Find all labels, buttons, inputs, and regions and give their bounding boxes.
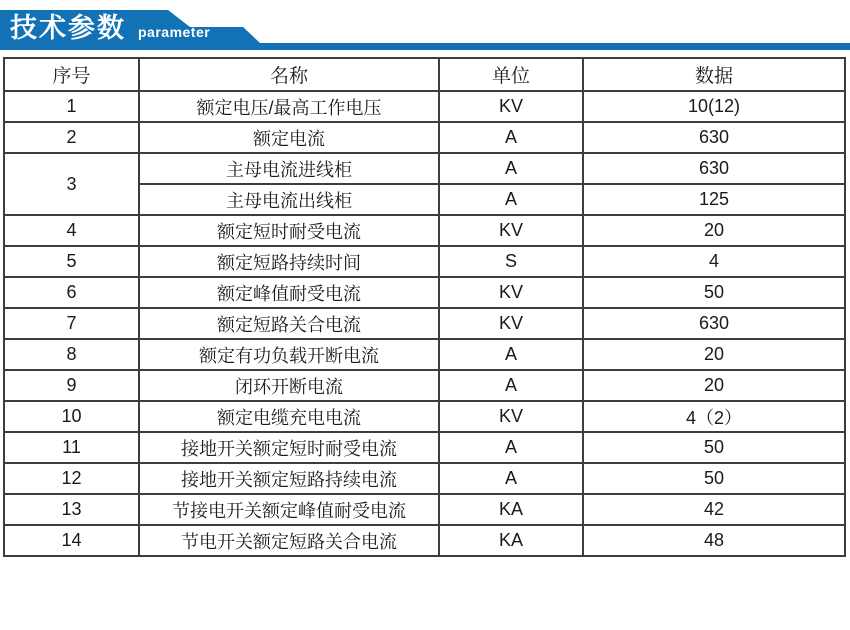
cell-value: 630: [583, 122, 845, 153]
cell-unit: KA: [439, 494, 583, 525]
column-header-no: 序号: [4, 58, 139, 91]
cell-value: 630: [583, 153, 845, 184]
cell-no: 2: [4, 122, 139, 153]
cell-no: 10: [4, 401, 139, 432]
column-header-name: 名称: [139, 58, 439, 91]
cell-value: 10(12): [583, 91, 845, 122]
cell-value: 4: [583, 246, 845, 277]
cell-value: 42: [583, 494, 845, 525]
cell-unit: A: [439, 463, 583, 494]
cell-no-merged: 3: [4, 153, 139, 215]
table-row: [4, 215, 845, 246]
banner-subtitle: parameter: [138, 24, 211, 41]
column-header-value: 数据: [583, 58, 845, 91]
cell-unit: A: [439, 339, 583, 370]
cell-value: 50: [583, 432, 845, 463]
cell-no: 12: [4, 463, 139, 494]
cell-unit: A: [439, 153, 583, 184]
table-row: [4, 370, 845, 401]
table-row: [4, 339, 845, 370]
cell-value: 48: [583, 525, 845, 556]
cell-unit: S: [439, 246, 583, 277]
cell-name: 主母电流进线柜: [139, 153, 439, 184]
cell-value: 20: [583, 215, 845, 246]
table-row: [4, 463, 845, 494]
cell-name: 额定电缆充电电流: [139, 401, 439, 432]
cell-no: 5: [4, 246, 139, 277]
cell-unit: KV: [439, 401, 583, 432]
cell-name: 闭环开断电流: [139, 370, 439, 401]
cell-name: 额定电流: [139, 122, 439, 153]
table-row: [4, 277, 845, 308]
cell-value: 50: [583, 463, 845, 494]
cell-no: 13: [4, 494, 139, 525]
table-row: [4, 153, 845, 184]
cell-unit: KV: [439, 91, 583, 122]
cell-no: 6: [4, 277, 139, 308]
cell-unit: A: [439, 370, 583, 401]
cell-unit: A: [439, 184, 583, 215]
cell-name: 额定短路关合电流: [139, 308, 439, 339]
cell-unit: KA: [439, 525, 583, 556]
cell-unit: A: [439, 432, 583, 463]
cell-unit: KV: [439, 308, 583, 339]
cell-no: 4: [4, 215, 139, 246]
cell-name: 主母电流出线柜: [139, 184, 439, 215]
cell-value: 125: [583, 184, 845, 215]
cell-name: 额定短时耐受电流: [139, 215, 439, 246]
table-row: [4, 91, 845, 122]
column-header-unit: 单位: [439, 58, 583, 91]
cell-name: 接地开关额定短路持续电流: [139, 463, 439, 494]
cell-unit: KV: [439, 277, 583, 308]
parameters-table: [3, 57, 846, 557]
table-row: [4, 401, 845, 432]
cell-name: 额定有功负载开断电流: [139, 339, 439, 370]
cell-no: 7: [4, 308, 139, 339]
cell-no: 9: [4, 370, 139, 401]
cell-name: 接地开关额定短时耐受电流: [139, 432, 439, 463]
banner-text: [10, 12, 210, 44]
banner-title: 技术参数: [10, 13, 126, 43]
cell-value: 20: [583, 370, 845, 401]
table-row: [4, 525, 845, 556]
cell-value: 4（2）: [583, 401, 845, 432]
cell-value: 50: [583, 277, 845, 308]
table-row: [4, 122, 845, 153]
cell-value: 630: [583, 308, 845, 339]
cell-name: 节接电开关额定峰值耐受电流: [139, 494, 439, 525]
cell-no: 8: [4, 339, 139, 370]
cell-name: 额定短路持续时间: [139, 246, 439, 277]
table-header-row: [4, 58, 845, 91]
table-row: [4, 308, 845, 339]
cell-no: 14: [4, 525, 139, 556]
cell-value: 20: [583, 339, 845, 370]
table-row: [4, 494, 845, 525]
section-header-banner: [0, 0, 850, 52]
cell-no: 1: [4, 91, 139, 122]
table-row: [4, 432, 845, 463]
cell-unit: A: [439, 122, 583, 153]
cell-name: 节电开关额定短路关合电流: [139, 525, 439, 556]
cell-name: 额定峰值耐受电流: [139, 277, 439, 308]
cell-unit: KV: [439, 215, 583, 246]
table-row: [4, 246, 845, 277]
cell-name: 额定电压/最高工作电压: [139, 91, 439, 122]
cell-no: 11: [4, 432, 139, 463]
